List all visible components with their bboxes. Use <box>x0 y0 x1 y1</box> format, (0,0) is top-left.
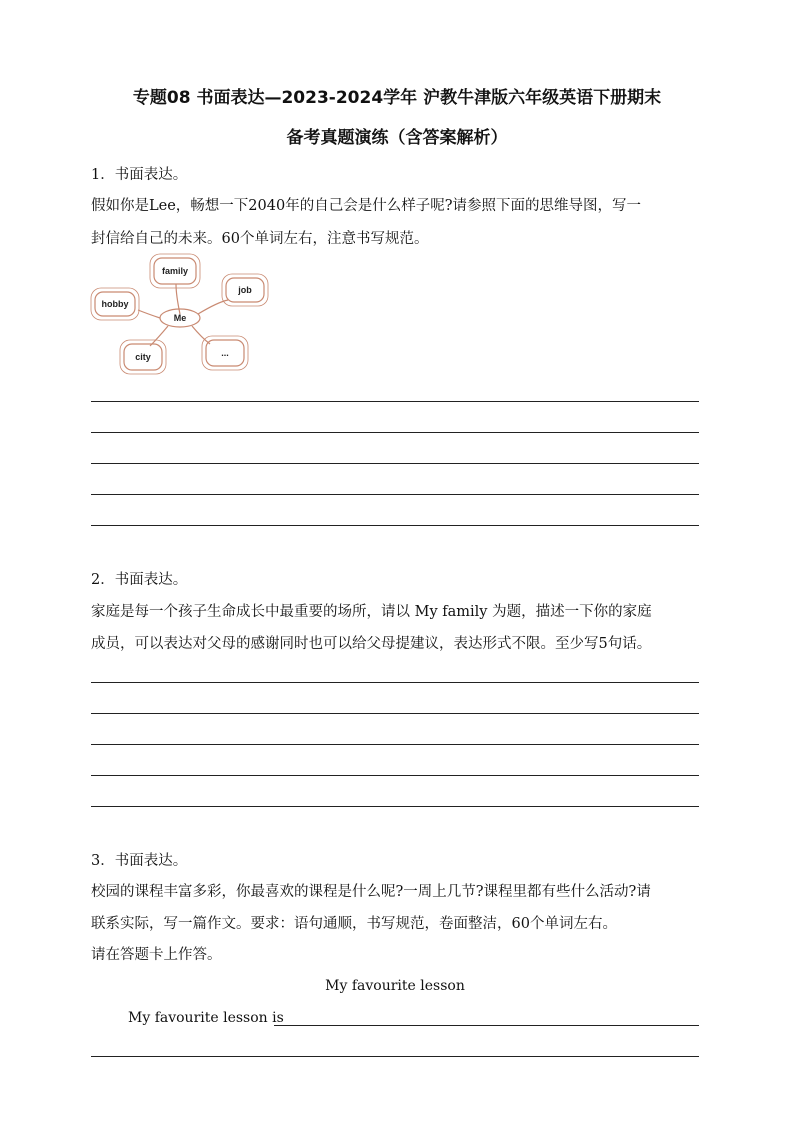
document-title-line2: 备考真题演练（含答案解析） <box>286 128 508 148</box>
q2-writing-line-4[interactable] <box>91 775 699 776</box>
q2-prompt-line2: 成员，可以表达对父母的感谢同时也可以给父母提建议，表达形式不限。至少写5句话。 <box>91 636 652 652</box>
connector-hobby <box>138 310 160 318</box>
node-hobby-label: hobby <box>101 299 129 309</box>
q3-prompt-line2: 联系实际，写一篇作文。要求：语句通顺，书写规范，卷面整洁，60个单词左右。 <box>91 916 617 932</box>
q2-writing-line-1[interactable] <box>91 682 699 683</box>
q1-prompt-line1: 假如你是Lee，畅想一下2040年的自己会是什么样子呢?请参照下面的思维导图，写一 <box>91 198 641 214</box>
q1-writing-line-3[interactable] <box>91 463 699 464</box>
q1-heading: 1．书面表达。 <box>91 167 188 183</box>
connector-etc <box>192 326 210 344</box>
q3-prompt-line1: 校园的课程丰富多彩，你最喜欢的课程是什么呢?一周上几节?课程里都有些什么活动?请 <box>91 884 651 900</box>
q2-prompt-line1: 家庭是每一个孩子生命成长中最重要的场所，请以 My family 为题，描述一下你的家庭 <box>91 604 652 620</box>
q1-writing-line-5[interactable] <box>91 525 699 526</box>
q2-writing-line-2[interactable] <box>91 713 699 714</box>
q3-prompt-line3: 请在答题卡上作答。 <box>91 947 222 963</box>
q1-prompt-line2: 封信给自己的未来。60个单词左右，注意书写规范。 <box>91 231 429 247</box>
center-node-label: Me <box>173 313 187 323</box>
document-title-line1: 专题08 书面表达—2023-2024学年 沪教牛津版六年级英语下册期末 <box>132 88 662 108</box>
node-city-label: city <box>135 352 151 362</box>
q2-writing-line-5[interactable] <box>91 806 699 807</box>
q1-writing-line-1[interactable] <box>91 401 699 402</box>
q1-writing-line-4[interactable] <box>91 494 699 495</box>
node-job-label: job <box>238 285 252 295</box>
q1-writing-line-2[interactable] <box>91 432 699 433</box>
q3-heading: 3．书面表达。 <box>91 853 188 869</box>
connector-job <box>198 300 228 314</box>
q3-writing-line-first[interactable] <box>274 1025 699 1026</box>
node-family-label: family <box>161 266 189 276</box>
mind-map-diagram <box>88 250 278 380</box>
q2-writing-line-3[interactable] <box>91 744 699 745</box>
node-etc-label: ... <box>221 348 229 358</box>
essay-start-text: My favourite lesson is <box>128 1010 284 1026</box>
q2-heading: 2．书面表达。 <box>91 572 188 588</box>
connector-city <box>150 326 168 346</box>
q3-writing-line-2[interactable] <box>91 1056 699 1057</box>
essay-title: My favourite lesson <box>325 978 465 994</box>
